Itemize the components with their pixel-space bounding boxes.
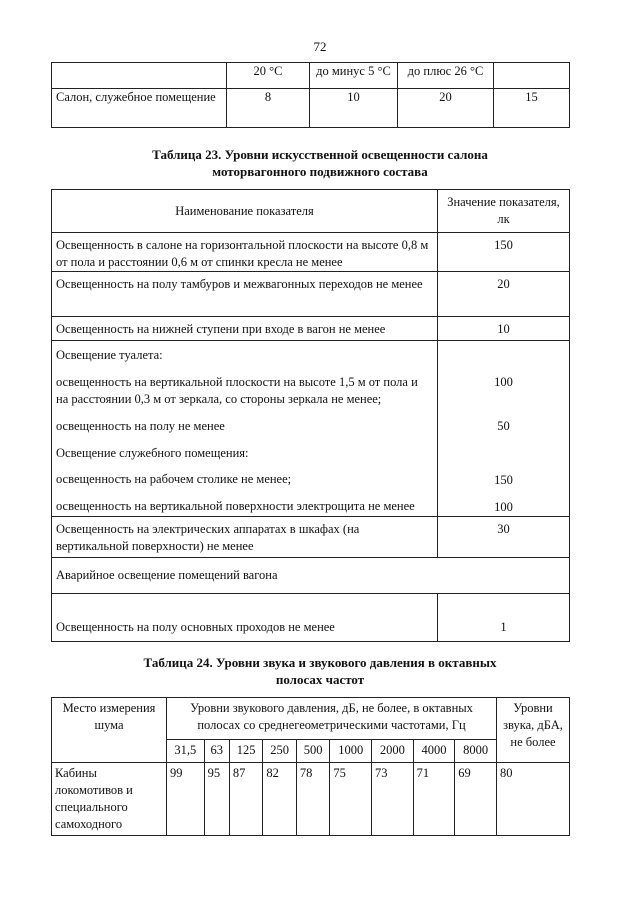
level-cell: 78	[296, 763, 330, 836]
row-name-group	[52, 341, 438, 517]
frequency-cell: 1000	[330, 740, 372, 763]
frequency-cell: 31,5	[167, 740, 205, 763]
column-header-name: Наименование показателя	[52, 190, 438, 233]
row-value: 100	[494, 375, 513, 389]
row-name: освещенность на полу не менее	[56, 418, 225, 433]
table-cell: 15	[494, 89, 570, 128]
level-cell: 87	[229, 763, 263, 836]
table24-title-line1: Таблица 24. Уровни звука и звукового давления в октавных	[143, 655, 497, 670]
table-row	[52, 89, 570, 128]
column-header-place: Место измерения шума	[52, 698, 167, 763]
table23-title-line1: Таблица 23. Уровни искусственной освещенности салона	[152, 147, 488, 162]
row-name: Освещенность на полу основных проходов не менее	[52, 593, 438, 641]
table-header-row	[52, 190, 570, 233]
level-cell: 95	[204, 763, 229, 836]
frequency-cell: 250	[263, 740, 297, 763]
row-name: освещенность на рабочем столике не менее;	[56, 472, 292, 487]
table-row	[52, 233, 570, 272]
table-row-group	[52, 341, 570, 517]
level-cell: 99	[167, 763, 205, 836]
level-cell: 75	[330, 763, 372, 836]
row-value: 50	[497, 419, 510, 433]
row-name: Освещенность на нижней ступени при входе в вагон не менее	[52, 317, 438, 341]
table23	[51, 189, 570, 642]
row-name: Освещенность в салоне на горизонтальной плоскости на высоте 0,8 м от пола и расстоянии 0,6 м от спинки кресла не менее	[52, 233, 438, 272]
table-row	[52, 516, 570, 557]
table-row	[52, 763, 570, 836]
column-header-value: Значение показателя, лк	[438, 190, 570, 233]
subsection-heading: Освещение туалета:	[56, 348, 163, 362]
table-cell: 10	[310, 89, 398, 128]
table-cell	[494, 63, 570, 89]
row-value: 30	[438, 516, 570, 557]
subsection-heading: Освещение служебного помещения:	[56, 445, 249, 460]
frequency-cell: 500	[296, 740, 330, 763]
table24-title	[0, 654, 640, 688]
row-value-group	[438, 341, 570, 517]
level-cell: 82	[263, 763, 297, 836]
table-cell: до плюс 26 °C	[398, 63, 494, 89]
sound-level-cell: 80	[497, 763, 570, 836]
table24-title-line2: полосах частот	[275, 672, 365, 687]
row-value: 150	[438, 233, 570, 272]
table-cell: 8	[227, 89, 310, 128]
page-number: 72	[313, 39, 327, 54]
table-row	[52, 317, 570, 341]
table-row	[52, 593, 570, 641]
table-row	[52, 63, 570, 89]
row-name: освещенность на вертикальной поверхности электрощита не менее	[56, 499, 415, 514]
frequency-cell: 4000	[413, 740, 455, 763]
table-cell: 20 °C	[227, 63, 310, 89]
row-value: 100	[494, 499, 513, 514]
table22-continuation	[51, 62, 570, 128]
table-cell: до минус 5 °C	[310, 63, 398, 89]
level-cell: 73	[372, 763, 414, 836]
column-header-sound: Уровни звука, дБА, не более	[497, 698, 570, 763]
table-row	[52, 272, 570, 317]
table24	[51, 697, 570, 836]
row-name: освещенность на вертикальной плоскости на высоте 1,5 м от пола и на расстоянии 0,3 м от зеркала, со стороны зеркала не менее;	[56, 374, 418, 406]
table-cell: Салон, служебное помещение	[52, 89, 227, 128]
row-value: 20	[438, 272, 570, 317]
table23-title-line2: моторвагонного подвижного состава	[212, 164, 428, 179]
row-value: 150	[494, 472, 513, 487]
row-name: Освещенность на полу тамбуров и межвагонных переходов не менее	[52, 272, 438, 317]
table-cell	[52, 63, 227, 89]
table23-title	[0, 146, 640, 180]
section-heading: Аварийное освещение помещений вагона	[52, 557, 570, 593]
table-header-row	[52, 698, 570, 740]
frequency-cell: 8000	[455, 740, 497, 763]
table-row	[52, 557, 570, 593]
level-cell: 71	[413, 763, 455, 836]
frequency-cell: 63	[204, 740, 229, 763]
frequency-cell: 2000	[372, 740, 414, 763]
column-header-levels: Уровни звукового давления, дБ, не более, в октавных полосах со среднегеометрическими частотами, Гц	[167, 698, 497, 740]
row-place: Кабины локомотивов и специального самоходного	[52, 763, 167, 836]
row-name: Освещенность на электрических аппаратах в шкафах (на вертикальной поверхности) не менее	[52, 516, 438, 557]
frequency-cell: 125	[229, 740, 263, 763]
level-cell: 69	[455, 763, 497, 836]
row-value: 1	[438, 593, 570, 641]
table-cell: 20	[398, 89, 494, 128]
row-value: 10	[438, 317, 570, 341]
